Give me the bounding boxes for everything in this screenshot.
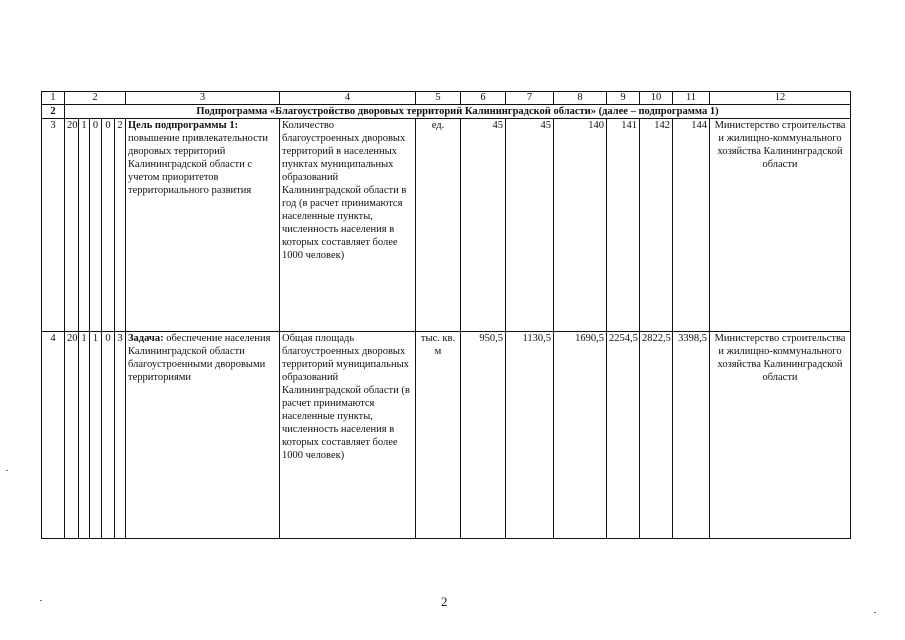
code-digit: 20 — [65, 119, 79, 332]
responsible-cell: Министерство строительства и жилищно-коммунального хозяйства Калининградской области — [710, 332, 851, 539]
goal-lead: Цель подпрограммы 1: — [128, 120, 239, 131]
row-number: 3 — [42, 119, 65, 332]
header-cell: 10 — [640, 92, 673, 105]
value-cell: 141 — [607, 119, 640, 332]
row-number: 4 — [42, 332, 65, 539]
value-cell: 140 — [554, 119, 607, 332]
value-cell: 2254,5 — [607, 332, 640, 539]
indicator-cell: Общая площадь благоустроенных дворовых территорий муниципальных образований Калининградской области (в расчет принимаются населенные пункты, численность населения в которых составляет более 1000 человек) — [280, 332, 416, 539]
header-cell: 2 — [65, 92, 126, 105]
section-number: 2 — [42, 105, 65, 119]
code-digit: 1 — [79, 119, 90, 332]
goal-text: обеспечение населения Калининградской области благоустроенными дворовыми территориями — [128, 333, 271, 383]
header-cell: 4 — [280, 92, 416, 105]
value-cell: 45 — [506, 119, 554, 332]
code-digit: 0 — [102, 119, 115, 332]
goal-cell — [126, 332, 280, 539]
header-row — [42, 92, 851, 105]
code-digit: 0 — [102, 332, 115, 539]
goal-text: повышение привлекательности дворовых территорий Калининградской области с учетом приоритетов территориального развития — [128, 133, 268, 196]
responsible-cell: Министерство строительства и жилищно-коммунального хозяйства Калининградской области — [710, 119, 851, 332]
goal-lead: Задача: — [128, 333, 164, 344]
header-cell: 5 — [416, 92, 461, 105]
code-digit: 0 — [90, 119, 102, 332]
header-cell: 3 — [126, 92, 280, 105]
goal-cell — [126, 119, 280, 332]
code-digit: 2 — [115, 119, 126, 332]
indicator-cell: Количество благоустроенных дворовых территорий в населенных пунктах муниципальных образований Калининградской области в год (в расчет принимаются населенные пункты, численность населения в которых составляет более 1000 человек) — [280, 119, 416, 332]
value-cell: 1690,5 — [554, 332, 607, 539]
code-digit: 1 — [79, 332, 90, 539]
table-row — [42, 119, 851, 332]
value-cell: 2822,5 — [640, 332, 673, 539]
indicators-table — [41, 91, 851, 539]
value-cell: 3398,5 — [673, 332, 710, 539]
header-cell: 6 — [461, 92, 506, 105]
value-cell: 950,5 — [461, 332, 506, 539]
header-cell: 11 — [673, 92, 710, 105]
code-digit: 20 — [65, 332, 79, 539]
value-cell: 1130,5 — [506, 332, 554, 539]
unit-cell: тыс. кв. м — [416, 332, 461, 539]
header-cell: 7 — [506, 92, 554, 105]
code-digit: 1 — [90, 332, 102, 539]
header-cell: 9 — [607, 92, 640, 105]
page-number: 2 — [441, 594, 448, 609]
unit-cell: ед. — [416, 119, 461, 332]
value-cell: 144 — [673, 119, 710, 332]
scan-speck — [874, 612, 876, 613]
section-title: Подпрограмма «Благоустройство дворовых территорий Калининградской области» (далее – подпрограмма 1) — [65, 105, 851, 119]
value-cell: 142 — [640, 119, 673, 332]
value-cell: 45 — [461, 119, 506, 332]
header-cell: 12 — [710, 92, 851, 105]
code-digit: 3 — [115, 332, 126, 539]
scan-speck — [6, 470, 8, 471]
scan-speck — [40, 600, 42, 601]
header-cell: 1 — [42, 92, 65, 105]
table-row — [42, 332, 851, 539]
section-row — [42, 105, 851, 119]
header-cell: 8 — [554, 92, 607, 105]
